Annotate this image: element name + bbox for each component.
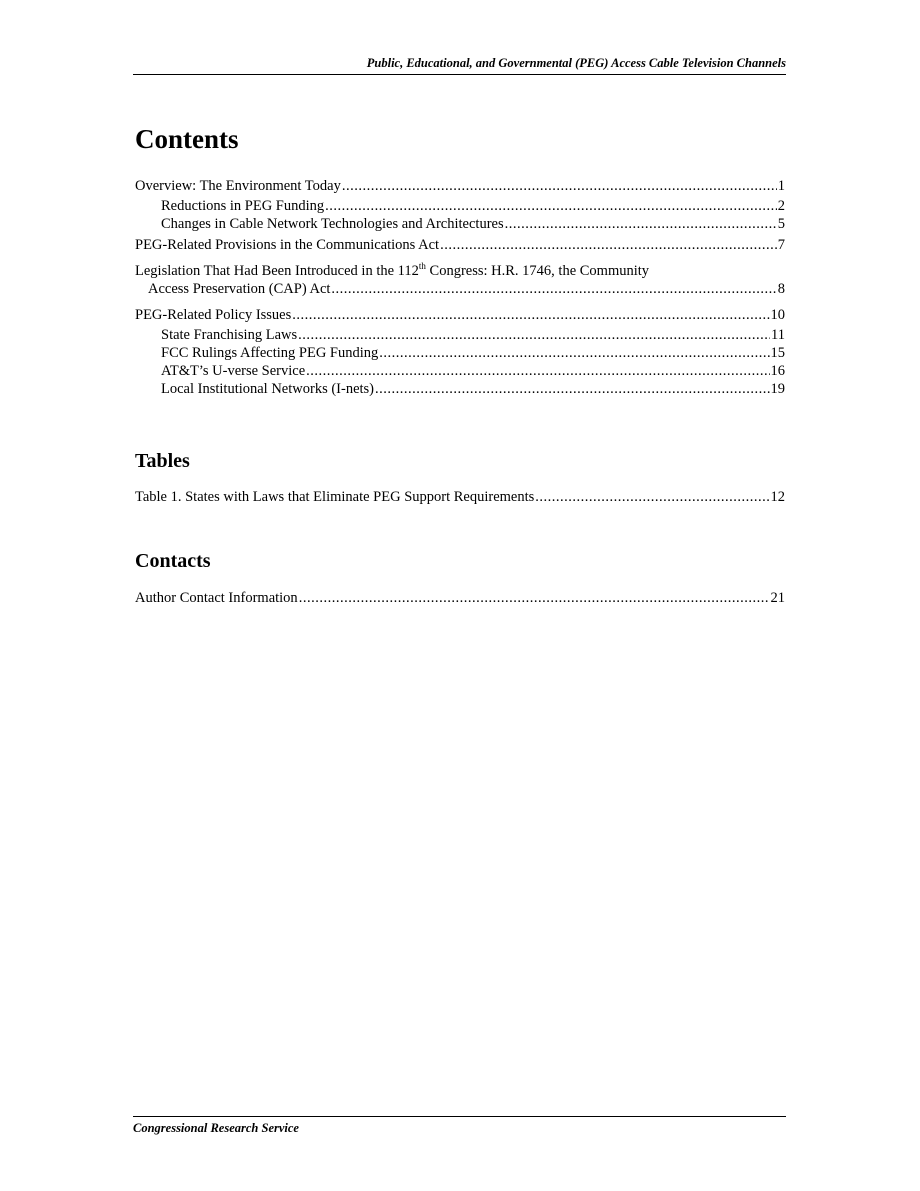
toc-entry-title: Table 1. States with Laws that Eliminate PEG Support Requirements <box>135 489 535 505</box>
toc-entry-title: Changes in Cable Network Technologies and Architectures <box>161 216 504 232</box>
toc-entry-title: State Franchising Laws <box>161 327 298 343</box>
toc-entry[interactable] <box>135 326 785 344</box>
contents-list <box>135 177 785 398</box>
toc-entry-title: Local Institutional Networks (I-nets) <box>161 381 375 397</box>
tables-heading: Tables <box>135 450 190 472</box>
toc-entry[interactable] <box>135 306 785 324</box>
toc-entry-title-line1: Legislation That Had Been Introduced in the 112th Congress: H.R. 1746, the Community <box>135 261 650 279</box>
page-footer: Congressional Research Service <box>133 1116 786 1136</box>
toc-entry-page: 2 <box>777 198 785 214</box>
toc-entry-page: 8 <box>777 281 785 297</box>
toc-entry-page: 12 <box>770 489 785 505</box>
toc-entry-page: 7 <box>777 237 785 253</box>
toc-entry-page: 10 <box>770 307 785 323</box>
toc-entry-page: 16 <box>770 363 785 379</box>
toc-entry-title: Overview: The Environment Today <box>135 178 341 194</box>
toc-entry-title-line2: Access Preservation (CAP) Act <box>148 281 331 297</box>
toc-entry[interactable] <box>135 488 785 506</box>
toc-entry-title: PEG-Related Provisions in the Communications Act <box>135 237 440 253</box>
contacts-list <box>135 589 785 607</box>
running-header: Public, Educational, and Governmental (PEG) Access Cable Television Channels <box>133 56 786 75</box>
toc-entry[interactable] <box>135 177 785 195</box>
toc-entry[interactable] <box>135 236 785 254</box>
toc-entry-page: 19 <box>770 381 785 397</box>
toc-entry[interactable] <box>135 362 785 380</box>
toc-entry-page: 11 <box>771 327 785 343</box>
toc-entry-title: FCC Rulings Affecting PEG Funding <box>161 345 379 361</box>
tables-list <box>135 488 785 506</box>
toc-entry-title: AT&T’s U-verse Service <box>161 363 306 379</box>
toc-entry[interactable] <box>135 262 785 298</box>
toc-entry[interactable] <box>135 380 785 398</box>
toc-entry-page: 21 <box>770 590 785 606</box>
toc-entry-title: Author Contact Information <box>135 590 298 606</box>
toc-entry-title: PEG-Related Policy Issues <box>135 307 292 323</box>
toc-entry-page: 1 <box>777 178 785 194</box>
toc-entry-page: 5 <box>777 216 785 232</box>
toc-entry[interactable] <box>135 589 785 607</box>
toc-entry[interactable] <box>135 197 785 215</box>
toc-entry[interactable] <box>135 344 785 362</box>
contacts-heading: Contacts <box>135 550 211 572</box>
toc-entry[interactable] <box>135 215 785 233</box>
contents-heading: Contents <box>135 124 239 154</box>
toc-entry-title: Reductions in PEG Funding <box>161 198 325 214</box>
toc-entry-page: 15 <box>770 345 785 361</box>
